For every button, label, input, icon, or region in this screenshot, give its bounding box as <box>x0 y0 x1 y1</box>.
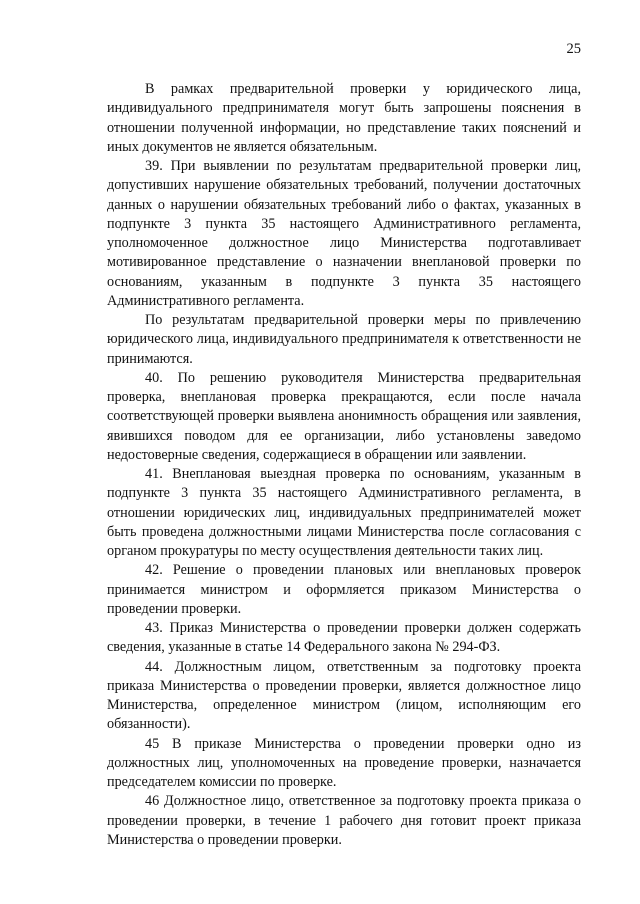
paragraph-39: 39. При выявлении по результатам предварительной проверки лиц, допустивших нарушение обязательных требований, получении достаточных данных о нарушении обязательных требований либо о фактах, указанных в подпункте 3 пункта 35 настоящего Административного регламента, уполномоченное должностное лицо Министерства подготавливает мотивированное представление о назначении внеплановой проверки по основаниям, указанным в подпункте 3 пункта 35 настоящего Административного регламента. <box>107 158 581 309</box>
paragraph-46: 46 Должностное лицо, ответственное за подготовку проекта приказа о проведении проверки, в течение 1 рабочего дня готовит проект приказа Министерства о проведении проверки. <box>107 793 581 848</box>
paragraph-preliminary-check-explanations: В рамках предварительной проверки у юридического лица, индивидуального предпринимателя могут быть запрошены пояснения в отношении полученной информации, но представление таких пояснений и иных документов не является обязательным. <box>107 81 581 155</box>
paragraph-40: 40. По решению руководителя Министерства предварительная проверка, внеплановая проверка прекращаются, если после начала соответствующей проверки выявлена анонимность обращения или заявления, явившихся поводом для ее организации, либо установлены заведомо недостоверные сведения, содержащиеся в обращении или заявлении. <box>107 369 581 463</box>
paragraph-no-liability-measures: По результатам предварительной проверки меры по привлечению юридического лица, индивидуального предпринимателя к ответственности не принимаются. <box>107 312 581 367</box>
paragraph-42: 42. Решение о проведении плановых или внеплановых проверок принимается министром и оформляется приказом Министерства о проведении проверки. <box>107 562 581 617</box>
paragraph-45: 45 В приказе Министерства о проведении проверки одно из должностных лиц, уполномоченных на проведение проверки, назначается председателем комиссии по проверке. <box>107 735 581 790</box>
document-body <box>107 80 581 850</box>
paragraph-44: 44. Должностным лицом, ответственным за подготовку проекта приказа Министерства о проведении проверки, является должностное лицо Министерства, определенное министром (лицом, исполняющим его обязанности). <box>107 658 581 733</box>
page-number: 25 <box>566 41 581 57</box>
paragraph-43: 43. Приказ Министерства о проведении проверки должен содержать сведения, указанные в статье 14 Федерального закона № 294-ФЗ. <box>107 620 581 656</box>
paragraph-41: 41. Внеплановая выездная проверка по основаниям, указанным в подпункте 3 пункта 35 настоящего Административного регламента, в отношении юридических лиц, индивидуальных предпринимателей может быть проведена должностными лицами Министерства после согласования с органом прокуратуры по месту осуществления деятельности таких лиц. <box>107 466 581 559</box>
